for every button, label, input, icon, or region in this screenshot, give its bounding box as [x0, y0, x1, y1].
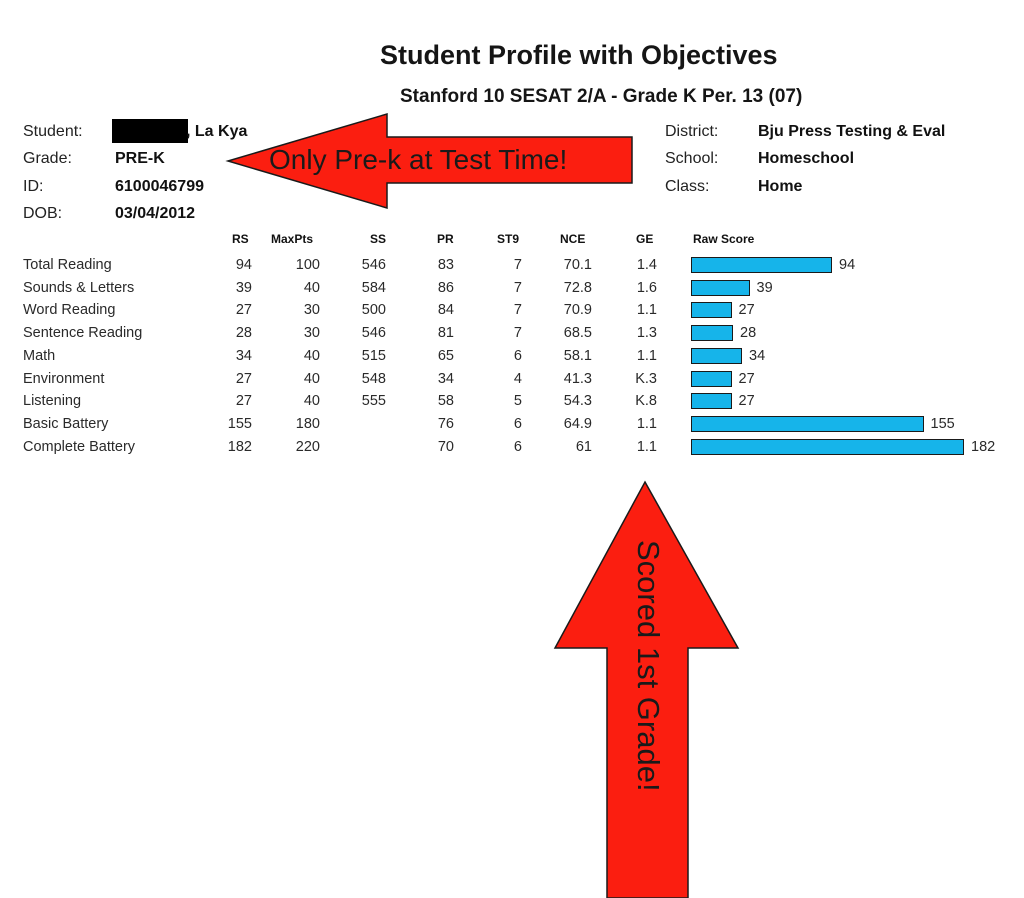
cell-ge: 1.3	[636, 325, 657, 342]
school-value: Homeschool	[758, 150, 855, 167]
cell-pr: 65	[437, 347, 454, 364]
row-label: Total Reading	[23, 257, 112, 273]
row-label: Math	[23, 347, 56, 364]
cell-pr: 58	[437, 393, 454, 410]
cell-rs: 27	[235, 393, 252, 410]
cell-rs: 39	[235, 279, 252, 296]
student-label: Student:	[23, 123, 83, 140]
cell-maxpts: 40	[303, 393, 320, 410]
cell-pr: 81	[437, 325, 454, 342]
row-label: Word Reading	[23, 302, 116, 319]
cell-rs: 94	[235, 257, 252, 273]
cell-st9: 5	[513, 393, 522, 410]
row-label: Environment	[23, 370, 105, 387]
grade-label: Grade:	[23, 150, 72, 167]
cell-maxpts: 40	[303, 370, 320, 387]
raw-score-value: 27	[738, 302, 755, 319]
cell-maxpts: 40	[303, 347, 320, 364]
cell-nce: 58.1	[563, 347, 592, 364]
cell-rs: 27	[235, 302, 252, 319]
cell-rs: 27	[235, 370, 252, 387]
district-label: District:	[665, 123, 719, 140]
cell-st9: 7	[513, 279, 522, 296]
district-value: Bju Press Testing & Eval	[758, 123, 946, 140]
col-header-pr: PR	[437, 232, 454, 246]
cell-maxpts: 30	[303, 325, 320, 342]
cell-pr: 86	[437, 279, 454, 296]
cell-maxpts: 100	[295, 257, 320, 273]
col-header-rs: RS	[232, 232, 249, 246]
cell-nce: 72.8	[563, 279, 592, 296]
cell-ss: 546	[361, 257, 386, 273]
cell-nce: 64.9	[563, 415, 592, 432]
cell-st9: 4	[513, 370, 522, 387]
class-label: Class:	[665, 178, 710, 195]
cell-st9: 6	[513, 347, 522, 364]
cell-ge: K.3	[635, 370, 657, 387]
cell-st9: 7	[513, 302, 522, 319]
cell-maxpts: 30	[303, 302, 320, 319]
cell-st9: 7	[513, 325, 522, 342]
cell-pr: 83	[437, 257, 454, 273]
cell-ss: 548	[361, 370, 386, 387]
raw-score-value: 155	[930, 415, 955, 432]
dob-label: DOB:	[23, 205, 63, 222]
cell-ge: 1.1	[636, 438, 657, 455]
cell-ge: 1.1	[636, 302, 657, 319]
col-header-ge: GE	[636, 232, 654, 246]
row-label: Sounds & Letters	[23, 279, 135, 296]
cell-ss: 555	[361, 393, 386, 410]
col-header-maxpts: MaxPts	[271, 232, 314, 246]
cell-ge: 1.1	[636, 415, 657, 432]
cell-st9: 7	[513, 257, 522, 273]
id-value: 6100046799	[115, 178, 204, 195]
cell-ge: 1.4	[636, 257, 657, 273]
cell-pr: 34	[437, 370, 454, 387]
up-arrow-text: Scored 1st Grade!	[631, 540, 666, 792]
raw-score-value: 39	[756, 279, 773, 296]
cell-ss: 500	[361, 302, 386, 319]
cell-st9: 6	[513, 415, 522, 432]
cell-ss: 584	[361, 279, 386, 296]
dob-value: 03/04/2012	[115, 205, 196, 222]
cell-pr: 76	[437, 415, 454, 432]
cell-ss: 515	[361, 347, 386, 364]
cell-rs: 28	[235, 325, 252, 342]
col-header-ss: SS	[370, 232, 387, 246]
row-label: Sentence Reading	[23, 325, 143, 342]
cell-ge: 1.6	[636, 279, 657, 296]
cell-ge: 1.1	[636, 347, 657, 364]
cell-rs: 155	[227, 415, 252, 432]
cell-ss: 546	[361, 325, 386, 342]
cell-rs: 34	[235, 347, 252, 364]
cell-nce: 70.1	[563, 257, 592, 273]
cell-nce: 68.5	[563, 325, 592, 342]
raw-score-value: 182	[971, 438, 996, 455]
raw-score-value: 28	[740, 325, 757, 342]
row-label: Listening	[23, 393, 82, 410]
cell-maxpts: 180	[295, 415, 320, 432]
col-header-st9: ST9	[497, 232, 520, 246]
raw-score-value: 27	[738, 370, 755, 387]
cell-pr: 84	[437, 302, 454, 319]
raw-score-value: 27	[738, 393, 755, 410]
cell-ge: K.8	[635, 393, 657, 410]
cell-maxpts: 40	[303, 279, 320, 296]
col-header-raw-score: Raw Score	[693, 232, 755, 246]
class-value: Home	[758, 178, 803, 195]
cell-rs: 182	[227, 438, 252, 455]
cell-st9: 6	[513, 438, 522, 455]
grade-value: PRE-K	[115, 150, 165, 167]
cell-nce: 41.3	[563, 370, 592, 387]
cell-pr: 70	[437, 438, 454, 455]
row-label: Basic Battery	[23, 415, 109, 432]
raw-score-value: 94	[839, 257, 856, 273]
school-label: School:	[665, 150, 719, 167]
raw-score-value: 34	[749, 347, 766, 364]
left-arrow-text: Only Pre-k at Test Time!	[269, 144, 568, 175]
row-label: Complete Battery	[23, 438, 136, 455]
cell-nce: 61	[575, 438, 592, 455]
cell-nce: 54.3	[563, 393, 592, 410]
cell-nce: 70.9	[563, 302, 592, 319]
col-header-nce: NCE	[560, 232, 586, 246]
id-label: ID:	[23, 178, 44, 195]
student-value: , La Kya	[186, 123, 248, 140]
report-subtitle: Stanford 10 SESAT 2/A - Grade K Per. 13 (07)	[400, 86, 803, 107]
cell-maxpts: 220	[295, 438, 320, 455]
report-title: Student Profile with Objectives	[380, 40, 778, 70]
